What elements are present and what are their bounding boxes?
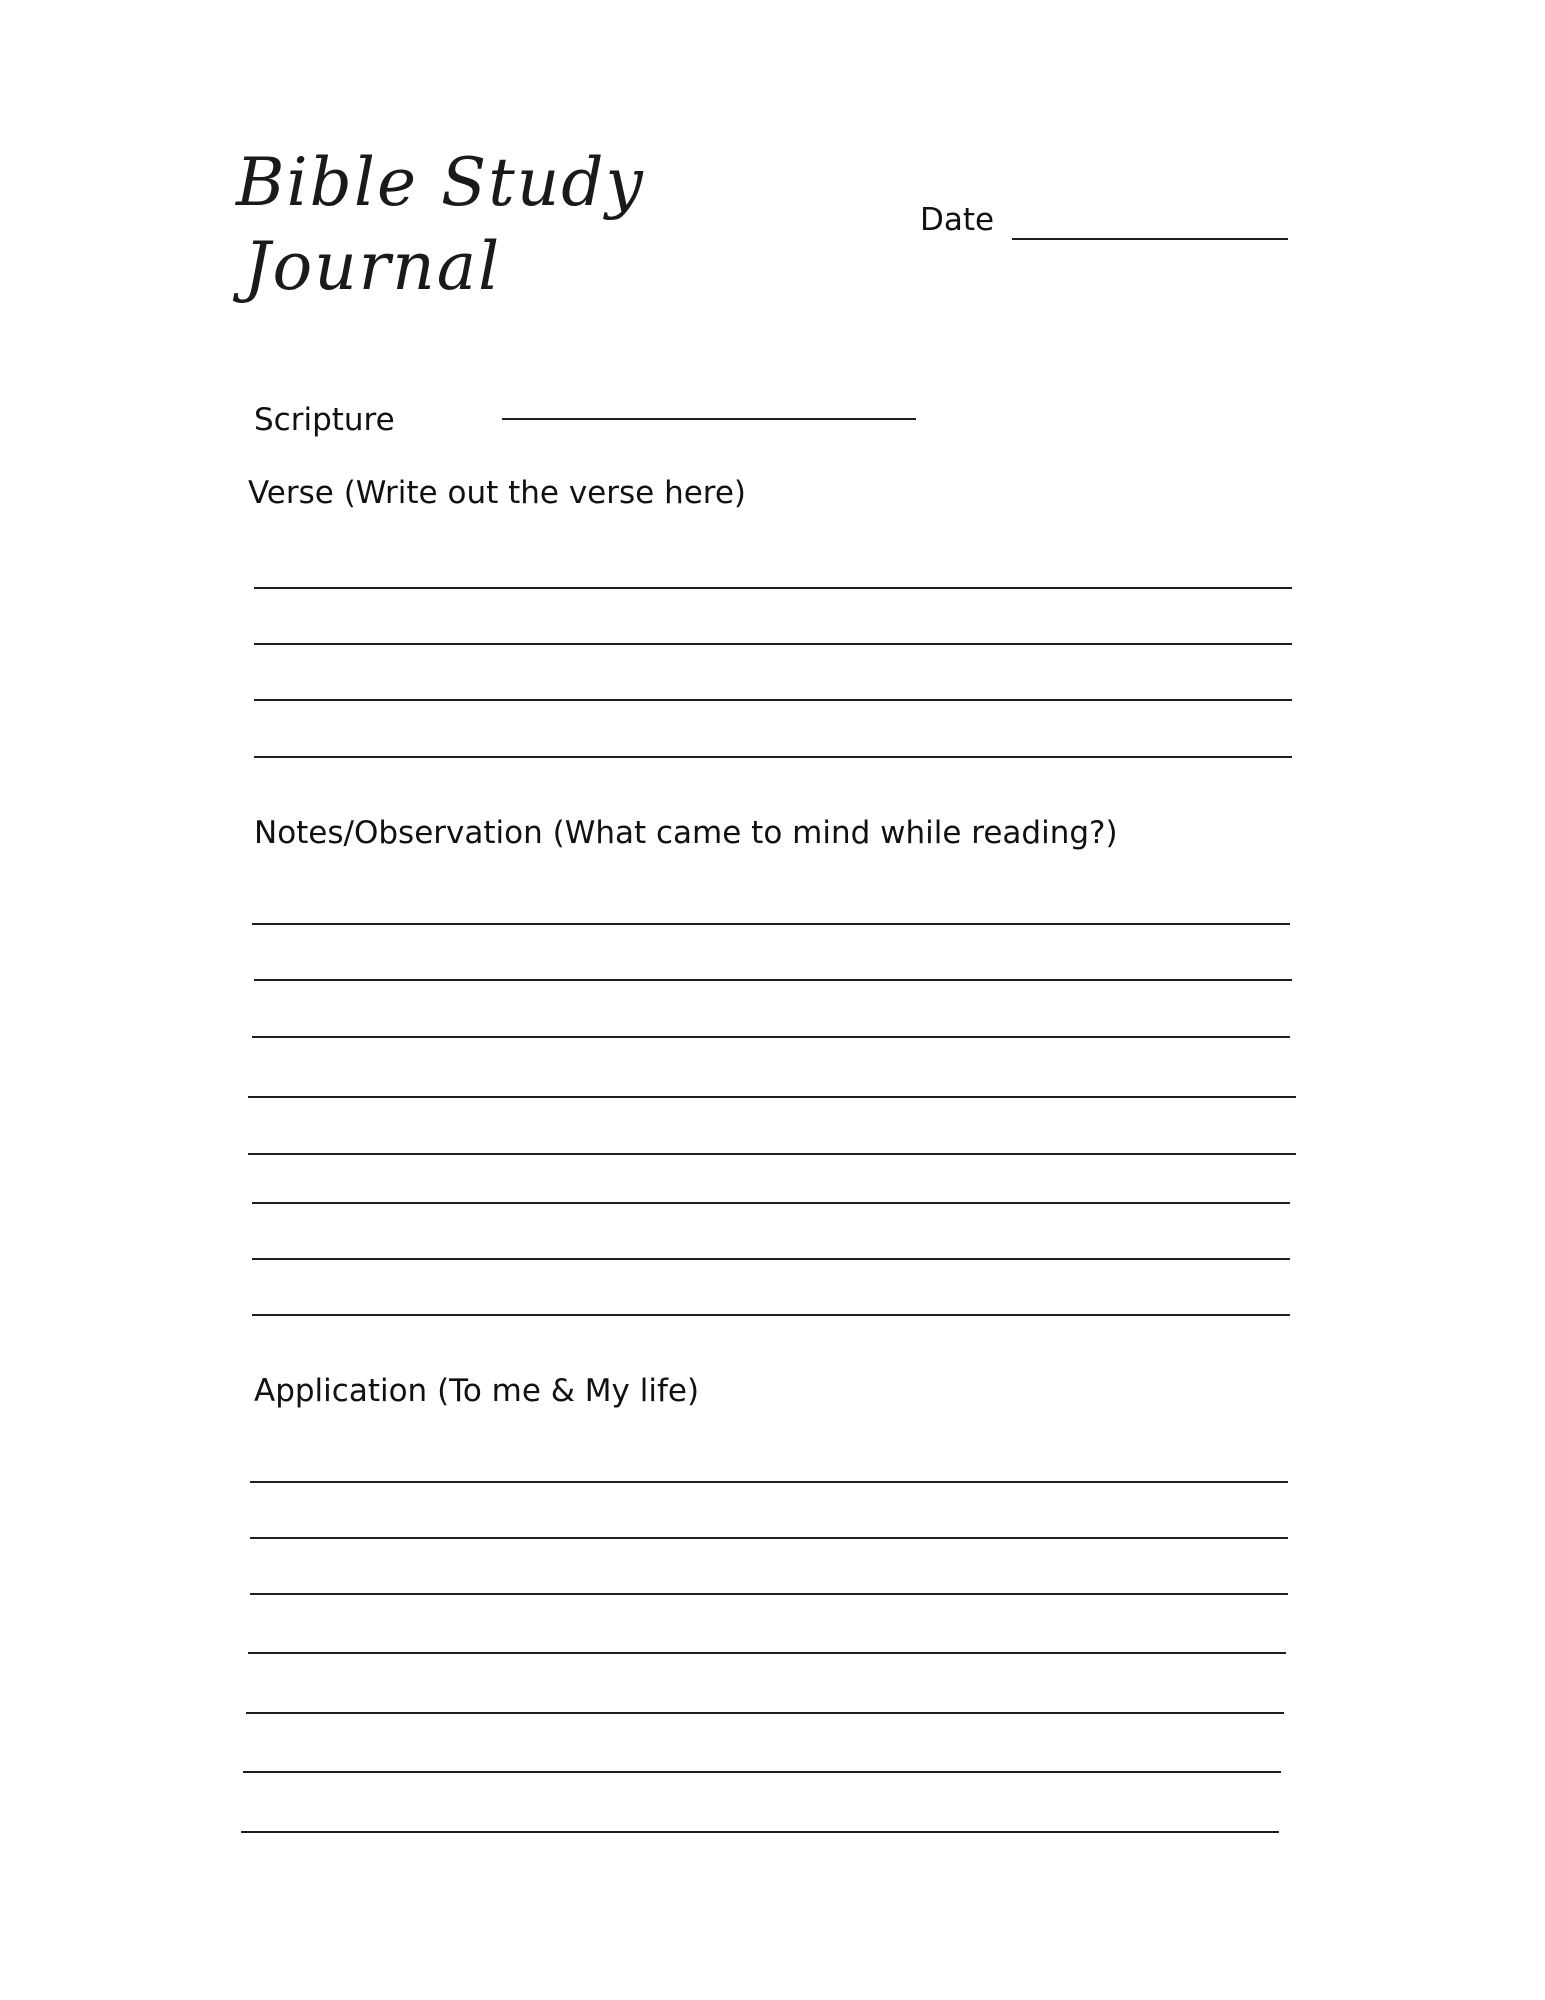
application-writing-line[interactable] <box>250 1481 1288 1483</box>
verse-writing-line[interactable] <box>254 587 1292 589</box>
notes-writing-line[interactable] <box>252 923 1290 925</box>
date-field-line[interactable] <box>1012 238 1288 240</box>
application-writing-line[interactable] <box>248 1652 1286 1654</box>
verse-writing-line[interactable] <box>254 699 1292 701</box>
notes-writing-line[interactable] <box>252 1258 1290 1260</box>
application-writing-line[interactable] <box>241 1831 1279 1833</box>
notes-writing-line[interactable] <box>248 1096 1296 1098</box>
notes-writing-line[interactable] <box>252 1036 1290 1038</box>
date-label: Date <box>920 202 995 238</box>
application-writing-line[interactable] <box>243 1771 1281 1773</box>
scripture-label: Scripture <box>254 402 395 438</box>
verse-section-heading: Verse (Write out the verse here) <box>248 475 747 511</box>
notes-section-heading: Notes/Observation (What came to mind while reading?) <box>254 815 1118 851</box>
notes-writing-line[interactable] <box>248 1153 1296 1155</box>
notes-writing-line[interactable] <box>252 1202 1290 1204</box>
scripture-field-line[interactable] <box>502 418 916 420</box>
verse-writing-line[interactable] <box>254 756 1292 758</box>
verse-writing-line[interactable] <box>254 643 1292 645</box>
journal-title-line-1: Bible Study <box>236 144 645 221</box>
application-writing-line[interactable] <box>250 1593 1288 1595</box>
application-section-heading: Application (To me & My life) <box>254 1373 700 1409</box>
journal-title-line-2: Journal <box>244 228 502 305</box>
application-writing-line[interactable] <box>250 1537 1288 1539</box>
application-writing-line[interactable] <box>246 1712 1284 1714</box>
notes-writing-line[interactable] <box>252 1314 1290 1316</box>
notes-writing-line[interactable] <box>254 979 1292 981</box>
